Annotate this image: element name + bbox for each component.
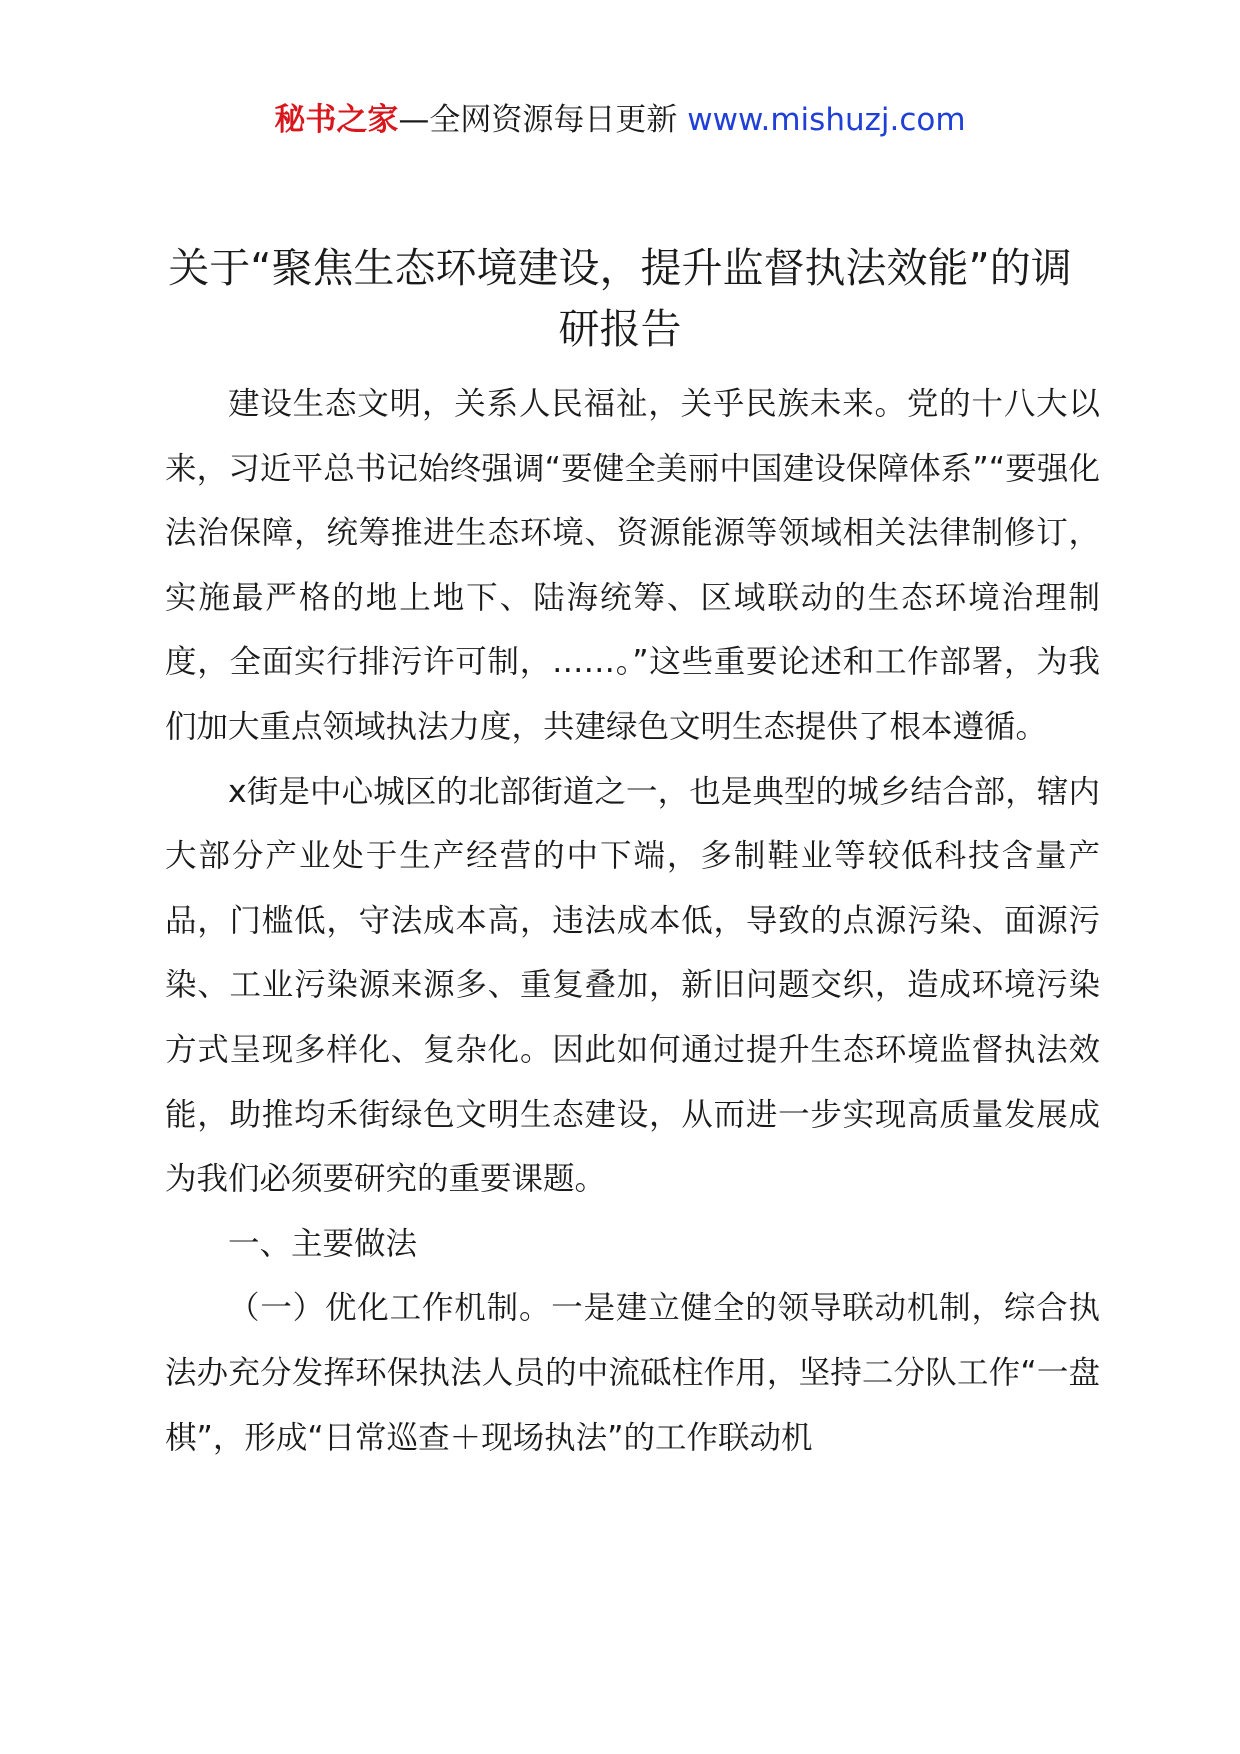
paragraph-intro: 建设生态文明，关系人民福祉，关乎民族未来。党的十八大以来，习近平总书记始终强调“要健全美丽中国建设保障体系”“要强化法治保障，统筹推进生态环境、资源能源等领域相关法律制修订，实施最严格的地上地下、陆海统筹、区域联动的生态环境治理制度，全面实行排污许可制，……。”这些重要论述和工作部署，为我们加大重点领域执法力度，共建绿色文明生态提供了根本遵循。: [165, 386, 1100, 745]
banner-tagline: —全网资源每日更新: [398, 102, 678, 138]
site-banner: [0, 100, 1240, 140]
paragraph-background: x街是中心城区的北部街道之一，也是典型的城乡结合部，辖内大部分产业处于生产经营的中下端，多制鞋业等较低科技含量产品，门槛低，守法成本高，违法成本低，导致的点源污染、面源污染、工业污染源来源多、重复叠加，新旧问题交织，造成环境污染方式呈现多样化、复杂化。因此如何通过提升生态环境监督执法效能，助推均禾街绿色文明生态建设，从而进一步实现高质量发展成为我们必须要研究的重要课题。: [165, 773, 1100, 1198]
paragraph-subsection: （一）优化工作机制。一是建立健全的领导联动机制，综合执法办充分发挥环保执法人员的中流砥柱作用，坚持二分队工作“一盘棋”，形成“日常巡查＋现场执法”的工作联动机: [165, 1290, 1100, 1456]
site-url-link[interactable]: www.mishuzj.com: [687, 102, 966, 138]
brand-name: 秘书之家: [274, 102, 399, 138]
document-body: [165, 372, 1100, 1470]
document-title: 关于“聚焦生态环境建设，提升监督执法效能”的调研报告: [168, 244, 1072, 353]
section-heading: 一、主要做法: [228, 1225, 418, 1262]
